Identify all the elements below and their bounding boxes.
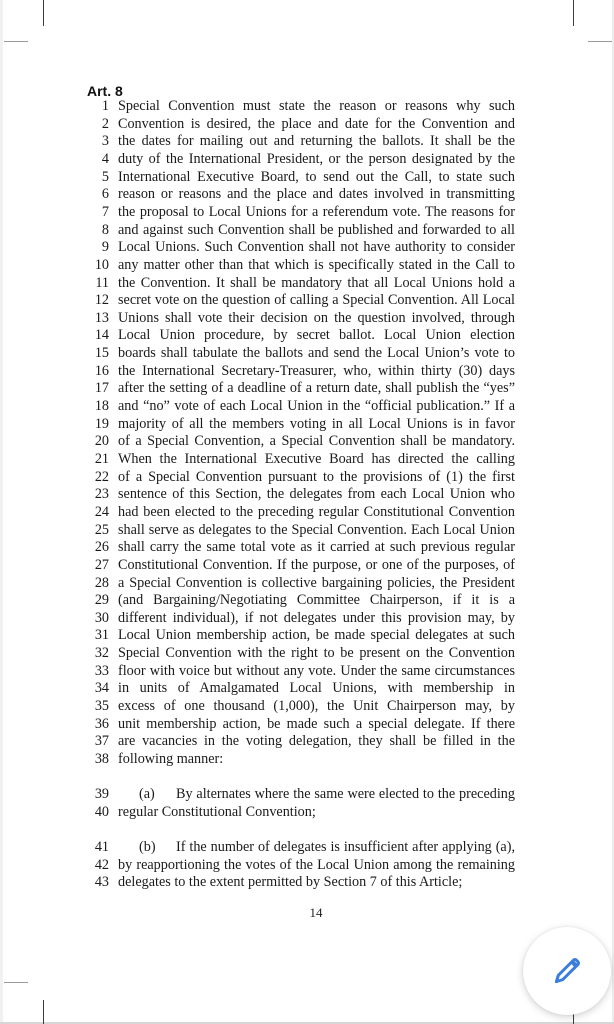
document-line [0,556,614,574]
line-number: 24 [94,504,109,520]
line-number: 32 [94,645,109,661]
line-text: of a Special Convention, a Special Convention shall be mandatory. [118,433,515,449]
document-line [0,344,614,362]
line-text: boards shall tabulate the ballots and send the Local Union’s vote to [118,345,515,361]
line-number: 14 [94,327,109,343]
line-text: the Convention. It shall be mandatory that all Local Unions hold a [118,275,515,291]
line-number: 35 [94,698,109,714]
line-text: shall carry the same total vote as it carried at such previous regular [118,539,515,555]
line-number: 21 [94,451,109,467]
document-line [0,203,614,221]
line-number: 6 [101,186,109,202]
line-text: the International Secretary-Treasurer, who, within thirty (30) days [118,363,515,379]
line-number: 20 [94,433,109,449]
document-line [0,591,614,609]
line-text: (and Bargaining/Negotiating Committee Chairperson, if it is a [118,592,515,608]
line-number: 12 [94,292,109,308]
document-line [0,485,614,503]
line-number: 40 [94,804,109,820]
line-number: 28 [94,575,109,591]
document-line [0,309,614,327]
list-item-label: (b) [139,839,156,855]
line-number: 2 [101,116,109,132]
article-heading: Art. 8 [87,83,123,99]
document-line [0,750,614,768]
document-line [0,432,614,450]
document-line [0,697,614,715]
line-number: 22 [94,469,109,485]
line-number: 18 [94,398,109,414]
line-number: 7 [101,204,109,220]
document-line [0,185,614,203]
document-line [0,503,614,521]
document-line [0,856,614,874]
line-text: unit membership action, be made such a special delegate. If there [118,716,515,732]
line-number: 31 [94,627,109,643]
document-line [0,715,614,733]
document-line [0,873,614,891]
line-number: 11 [95,275,109,291]
document-line [0,415,614,433]
line-number: 30 [94,610,109,626]
document-line [0,644,614,662]
line-text: in units of Amalgamated Local Unions, with membership in [118,680,515,696]
document-line [0,168,614,186]
line-number: 43 [94,874,109,890]
line-text: Local Union membership action, be made special delegates at such [118,627,515,643]
line-number: 34 [94,680,109,696]
crop-mark-bottom-left [43,1000,44,1024]
line-text: shall serve as delegates to the Special Convention. Each Local Union [118,522,515,538]
crop-mark-left-lower [4,982,28,983]
document-line [0,662,614,680]
line-text: Local Unions. Such Convention shall not have authority to consider [118,239,515,255]
line-number: 23 [94,486,109,502]
line-number: 4 [101,151,109,167]
list-item-body: If the number of delegates is insufficient after applying (a), [176,839,515,855]
page-number: 14 [309,905,323,920]
line-text: and “no” vote of each Local Union in the “official publication.” If a [118,398,515,414]
line-number: 15 [94,345,109,361]
line-number: 33 [94,663,109,679]
line-text: are vacancies in the voting delegation, they shall be filled in the [118,733,515,749]
document-line [0,132,614,150]
crop-mark-top-right [573,0,574,26]
line-number: 26 [94,539,109,555]
line-text: floor with voice but without any vote. Under the same circumstances [118,663,515,679]
line-text: excess of one thousand (1,000), the Unit Chairperson may, by [118,698,515,714]
line-number: 25 [94,522,109,538]
line-text: duty of the International President, or the person designated by the [118,151,515,167]
line-text: reason or reasons and the place and dates involved in transmitting [118,186,515,202]
document-line [0,679,614,697]
document-line [0,468,614,486]
line-number: 8 [101,222,109,238]
line-text: Special Convention must state the reason or reasons why such [118,98,515,114]
line-text: Local Union procedure, by secret ballot. Local Union election [118,327,515,343]
line-text: and against such Convention shall be published and forwarded to all [118,222,515,238]
crop-mark-right-upper [588,41,612,42]
document-line [0,574,614,592]
line-number: 16 [94,363,109,379]
line-number: 37 [94,733,109,749]
line-number: 42 [94,857,109,873]
document-line [0,450,614,468]
edit-fab-button[interactable] [523,927,611,1015]
line-text: Convention is desired, the place and date for the Convention and [118,116,515,132]
line-number: 3 [101,133,109,149]
line-text: regular Constitutional Convention; [118,804,316,820]
document-line [0,238,614,256]
document-line [0,838,614,856]
line-number: 9 [101,239,109,255]
line-text: following manner: [118,751,224,767]
line-text: different individual), if not delegates under this provision may, by [118,610,515,626]
document-line [0,97,614,115]
line-number: 1 [101,98,109,114]
crop-mark-top-left [43,0,44,26]
document-line [0,256,614,274]
list-item-body: By alternates where the same were elected to the preceding [176,786,515,802]
line-number: 39 [94,786,109,802]
list-item-label: (a) [139,786,155,802]
pencil-edit-icon [552,956,582,986]
line-text: a Special Convention is collective bargaining policies, the President [118,575,515,591]
document-line [0,732,614,750]
line-text: Constitutional Convention. If the purpose, or one of the purposes, of [118,557,515,573]
line-text: International Executive Board, to send out the Call, to state such [118,169,515,185]
document-line [0,803,614,821]
document-line [0,115,614,133]
line-number: 19 [94,416,109,432]
list-item-text [118,785,515,803]
line-number: 17 [94,380,109,396]
document-line [0,538,614,556]
document-line [0,626,614,644]
line-number: 29 [94,592,109,608]
line-text: of a Special Convention pursuant to the provisions of (1) the first [118,469,515,485]
line-text: by reapportioning the votes of the Local Union among the remaining [118,857,515,873]
line-number: 13 [94,310,109,326]
line-text: the dates for mailing out and returning the ballots. It shall be the [118,133,515,149]
line-text: When the International Executive Board has directed the calling [118,451,515,467]
line-text: Unions shall vote their decision on the question involved, through [118,310,515,326]
document-line [0,609,614,627]
line-text: delegates to the extent permitted by Section 7 of this Article; [118,874,463,890]
document-line [0,379,614,397]
document-line [0,362,614,380]
document-line [0,274,614,292]
line-number: 5 [101,169,109,185]
line-text: had been elected to the preceding regular Constitutional Convention [118,504,515,520]
document-line [0,326,614,344]
line-text: secret vote on the question of calling a Special Convention. All Local [118,292,515,308]
line-number: 27 [94,557,109,573]
list-item-text [118,838,515,856]
line-text: sentence of this Section, the delegates from each Local Union who [118,486,515,502]
line-number: 41 [94,839,109,855]
document-line [0,221,614,239]
document-line [0,150,614,168]
line-number: 36 [94,716,109,732]
document-line [0,291,614,309]
line-text: after the setting of a deadline of a return date, shall publish the “yes” [118,380,515,396]
line-text: any matter other than that which is specifically stated in the Call to [118,257,515,273]
line-text: majority of all the members voting in all Local Unions is in favor [118,416,515,432]
line-text: Special Convention with the right to be present on the Convention [118,645,515,661]
line-number: 38 [94,751,109,767]
crop-mark-left-upper [4,41,28,42]
document-line [0,397,614,415]
document-line [0,785,614,803]
line-number: 10 [94,257,109,273]
line-text: the proposal to Local Unions for a referendum vote. The reasons for [118,204,515,220]
document-line [0,521,614,539]
